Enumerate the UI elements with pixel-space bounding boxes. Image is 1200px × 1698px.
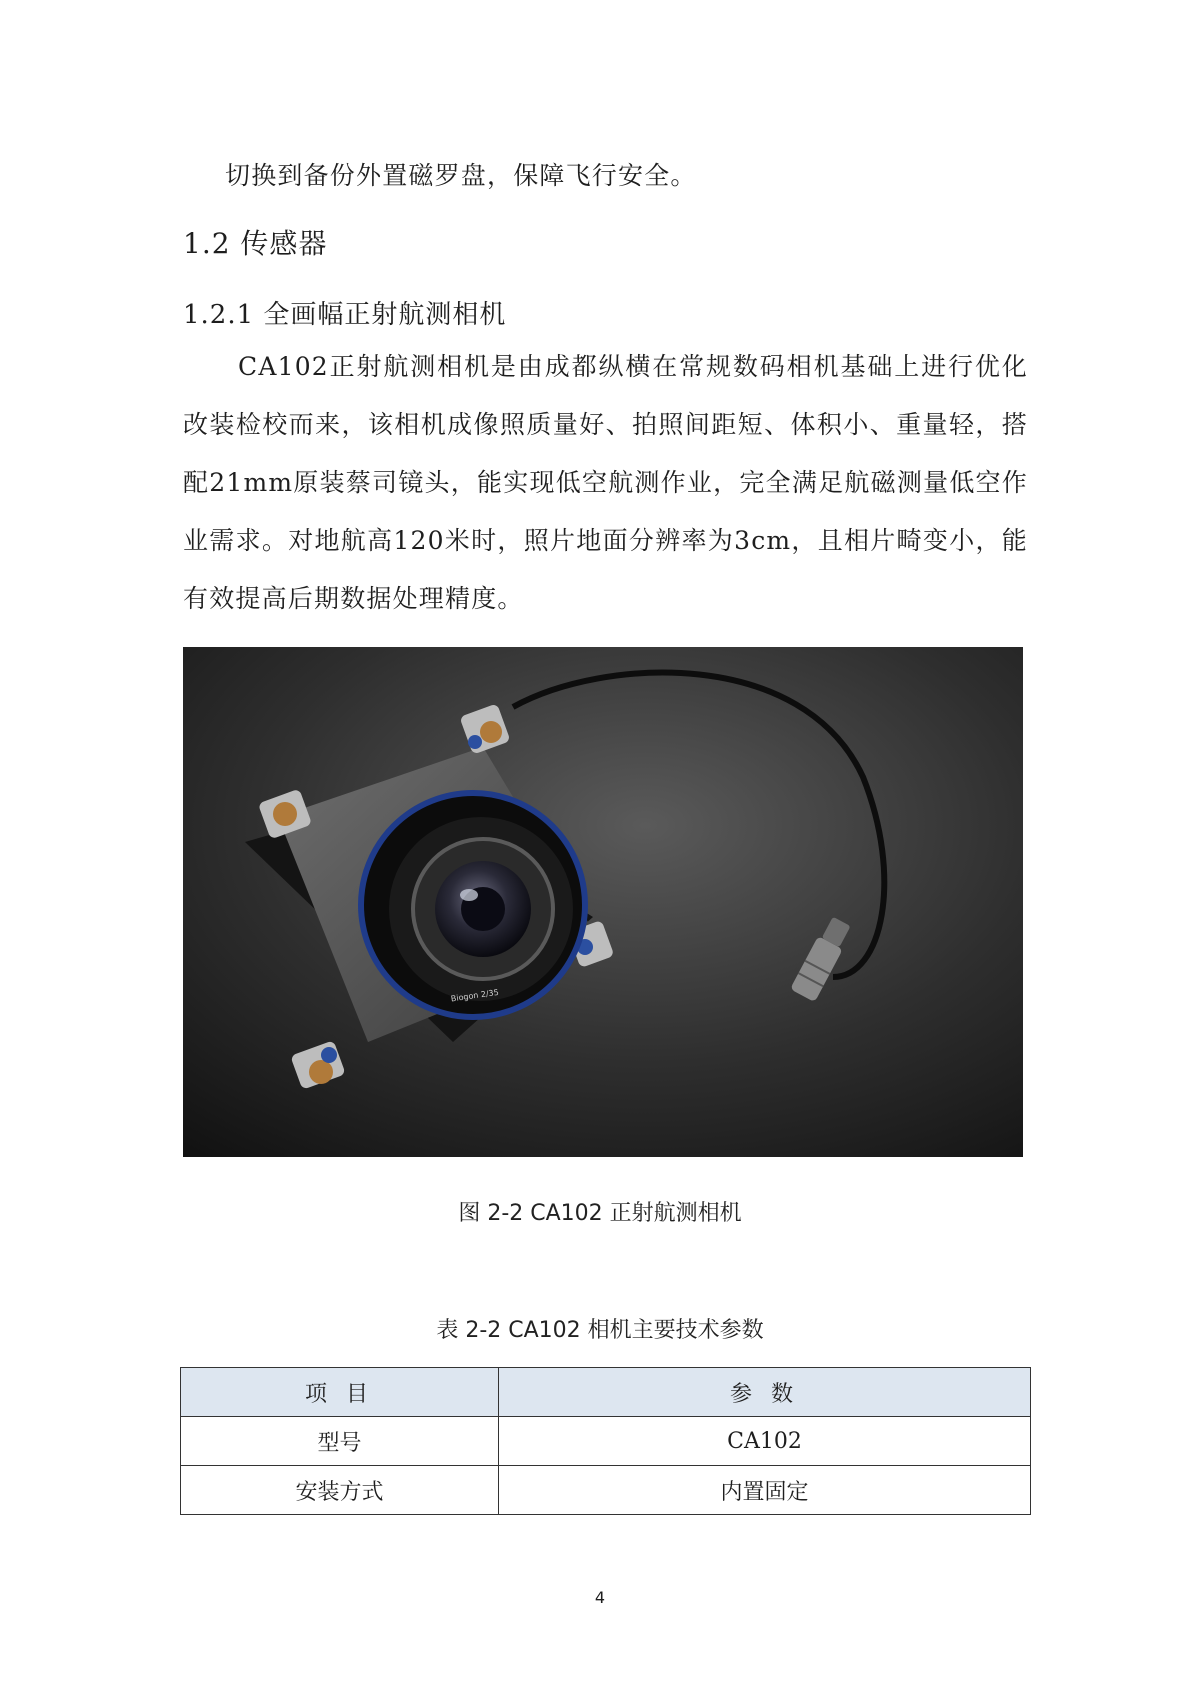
cell-mount-value: 内置固定 xyxy=(499,1466,1031,1515)
subsection-heading: 1.2.1 全画幅正射航测相机 xyxy=(183,300,507,330)
table-header-row xyxy=(181,1368,1031,1417)
camera-photo xyxy=(183,647,1023,1157)
camera-description-paragraph: CA102正射航测相机是由成都纵横在常规数码相机基础上进行优化改装检校而来，该相机成像照质量好、拍照间距短、体积小、重量轻，搭配21mm原装蔡司镜头，能实现低空航测作业，完全满足航磁测量低空作业需求。对地航高120米时，照片地面分辨率为3cm，且相片畸变小，能有效提高后期数据处理精度。 xyxy=(183,352,1028,613)
table-row xyxy=(181,1466,1031,1515)
figure-caption: 图 2-2 CA102 正射航测相机 xyxy=(458,1201,742,1226)
header-parameter: 参 数 xyxy=(499,1368,1031,1417)
page-number: 4 xyxy=(594,1588,606,1607)
cell-model-label: 型号 xyxy=(181,1417,499,1466)
cell-model-value: CA102 xyxy=(499,1417,1031,1466)
camera-parameters-table xyxy=(180,1367,1031,1515)
continued-paragraph: 切换到备份外置磁罗盘，保障飞行安全。 xyxy=(225,161,697,190)
table-row xyxy=(181,1417,1031,1466)
section-heading: 1.2 传感器 xyxy=(183,227,328,260)
camera-lens xyxy=(361,793,585,1017)
cell-mount-label: 安装方式 xyxy=(181,1466,499,1515)
lens-marking: Biogon 2/35 xyxy=(450,987,500,1004)
table-caption: 表 2-2 CA102 相机主要技术参数 xyxy=(436,1318,764,1343)
header-item: 项 目 xyxy=(181,1368,499,1417)
